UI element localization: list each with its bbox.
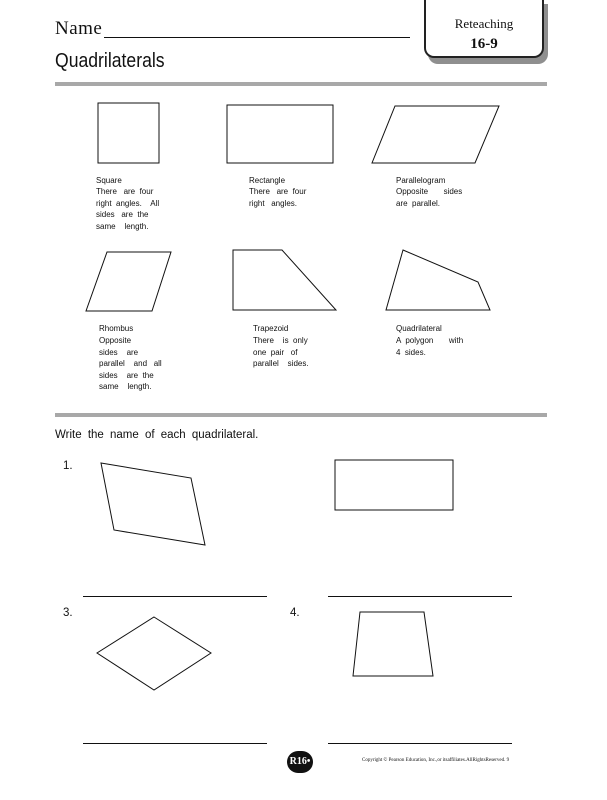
square-name: Square (96, 176, 122, 185)
exercise-number-4: 4. (290, 607, 300, 619)
exercise-1-figure (101, 463, 205, 545)
trapezoid-description: There is only one pair of parallel sides. (253, 336, 309, 368)
exercise-number-3: 3. (63, 607, 73, 619)
answer-line-1[interactable] (83, 596, 267, 597)
exercise-number-1: 1. (63, 460, 73, 472)
answer-line-2[interactable] (328, 596, 512, 597)
page-badge: R16• (287, 751, 313, 773)
rectangle-name: Rectangle (249, 176, 286, 185)
page-title: Quadrilaterals (55, 50, 165, 72)
rhombus-name: Rhombus (99, 324, 134, 333)
square-description: There are four right angles. All sides are the same length. (96, 187, 160, 231)
answer-line-4[interactable] (328, 743, 512, 744)
trapezoid-name: Trapezoid (253, 324, 289, 333)
quadrilateral-name: Quadrilateral (396, 324, 442, 333)
instruction-text: Write the name of each quadrilateral. (55, 429, 259, 441)
copyright-text: Copyright © Pearson Education, Inc.,or itsaffiliates.AllRightsReserved. 9 (362, 758, 510, 763)
exercise-2-figure (335, 460, 453, 510)
rhombus-description: Opposite sides are parallel and all sides are the same length. (99, 336, 162, 391)
answer-line-3[interactable] (83, 743, 267, 744)
tab-number: 16-9 (470, 36, 498, 52)
quadrilateral-description: A polygon with 4 sides. (396, 336, 464, 357)
exercise-3-figure (97, 617, 211, 690)
rectangle-description: There are four right angles. (249, 187, 307, 208)
parallelogram-name: Parallelogram (396, 176, 446, 185)
tab-label: Reteaching (454, 16, 514, 31)
exercise-4-figure (353, 612, 433, 676)
name-label: Name (55, 18, 103, 39)
parallelogram-description: Opposite sides are parallel. (396, 187, 463, 208)
